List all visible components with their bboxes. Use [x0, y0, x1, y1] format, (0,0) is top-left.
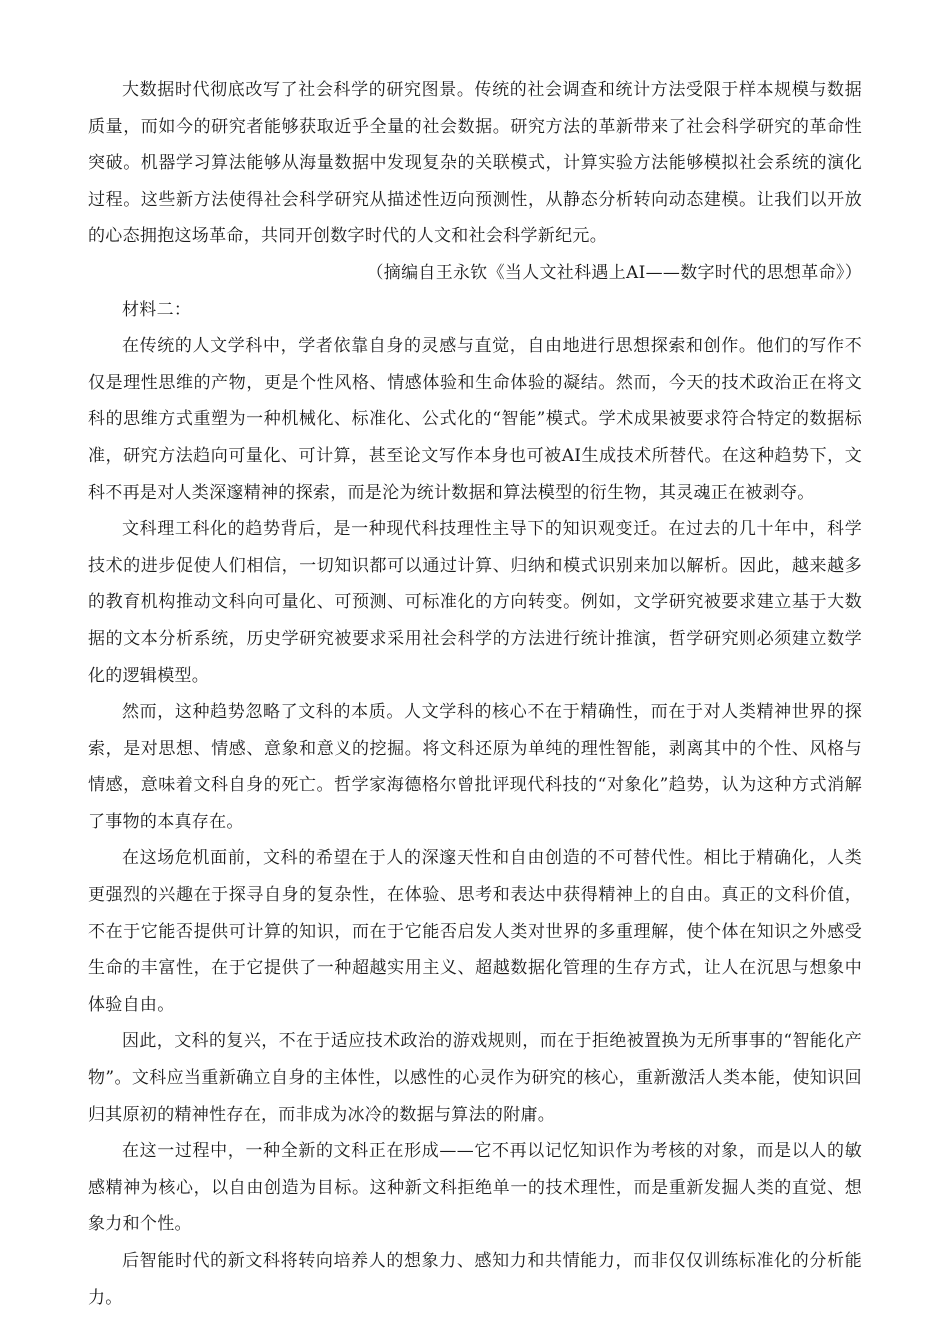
source-citation: （摘编自王永钦《当人文社科遇上AI——数字时代的思想革命》） [366, 262, 862, 283]
paragraph-new-humanities: 在这一过程中，一种全新的文科正在形成——它不再以记忆知识作为考核的对象，而是以人的敏感精神为核心，以自由创造为目标。这种新文科拒绝单一的技术理性，而是重新发掘人类的直觉、想象力和个性。 [88, 1141, 862, 1235]
paragraph-knowledge-shift: 文科理工科化的趋势背后，是一种现代科技理性主导下的知识观变迁。在过去的几十年中，科学技术的进步促使人们相信，一切知识都可以通过计算、归纳和模式识别来加以解析。因此，越来越多的教育机构推动文科向可量化、可预测、可标准化的方向转变。例如，文学研究被要求建立基于大数据的文本分析系统，历史学研究被要求采用社会科学的方法进行统计推演，哲学研究则必须建立数学化的逻辑模型。 [88, 519, 862, 686]
paragraph-essence-ignored: 然而，这种趋势忽略了文科的本质。人文学科的核心不在于精确性，而在于对人类精神世界的探索，是对思想、情感、意象和意义的挖掘。将文科还原为单纯的理性智能，剥离其中的个性、风格与情感，意味着文科自身的死亡。哲学家海德格尔曾批评现代科技的“对象化”趋势，认为这种方式消解了事物的本真存在。 [88, 702, 862, 832]
document-page [88, 72, 862, 1316]
paragraph-hope-in-crisis: 在这场危机面前，文科的希望在于人的深邃天性和自由创造的不可替代性。相比于精确化，人类更强烈的兴趣在于探寻自身的复杂性，在体验、思考和表达中获得精神上的自由。真正的文科价值，不在于它能否提供可计算的知识，而在于它能否启发人类对世界的多重理解，使个体在知识之外感受生命的丰富性，在于它提供了一种超越实用主义、超越数据化管理的生存方式，让人在沉思与想象中体验自由。 [88, 848, 862, 1015]
paragraph-big-data: 大数据时代彻底改写了社会科学的研究图景。传统的社会调查和统计方法受限于样本规模与数据质量，而如今的研究者能够获取近乎全量的社会数据。研究方法的革新带来了社会科学研究的革命性突破。机器学习算法能够从海量数据中发现复杂的关联模式，计算实验方法能够模拟社会系统的演化过程。这些新方法使得社会科学研究从描述性迈向预测性，从静态分析转向动态建模。让我们以开放的心态拥抱这场革命，共同开创数字时代的人文和社会科学新纪元。 [88, 80, 862, 247]
paragraph-traditional-humanities: 在传统的人文学科中，学者依靠自身的灵感与直觉，自由地进行思想探索和创作。他们的写作不仅是理性思维的产物，更是个性风格、情感体验和生命体验的凝结。然而，今天的技术政治正在将文科的思维方式重塑为一种机械化、标准化、公式化的“智能”模式。学术成果被要求符合特定的数据标准，研究方法趋向可量化、可计算，甚至论文写作本身也可被AI生成技术所替代。在这种趋势下，文科不再是对人类深邃精神的探索，而是沦为统计数据和算法模型的衍生物，其灵魂正在被剥夺。 [88, 336, 862, 503]
paragraph-post-intelligence: 后智能时代的新文科将转向培养人的想象力、感知力和共情能力，而非仅仅训练标准化的分析能力。 [88, 1251, 862, 1308]
material-two-heading: 材料二： [122, 299, 192, 320]
paragraph-revival: 因此，文科的复兴，不在于适应技术政治的游戏规则，而在于拒绝被置换为无所事事的“智能化产物”。文科应当重新确立自身的主体性，以感性的心灵作为研究的核心，重新激活人类本能，使知识回归其原初的精神性存在，而非成为冰冷的数据与算法的附庸。 [88, 1031, 862, 1125]
